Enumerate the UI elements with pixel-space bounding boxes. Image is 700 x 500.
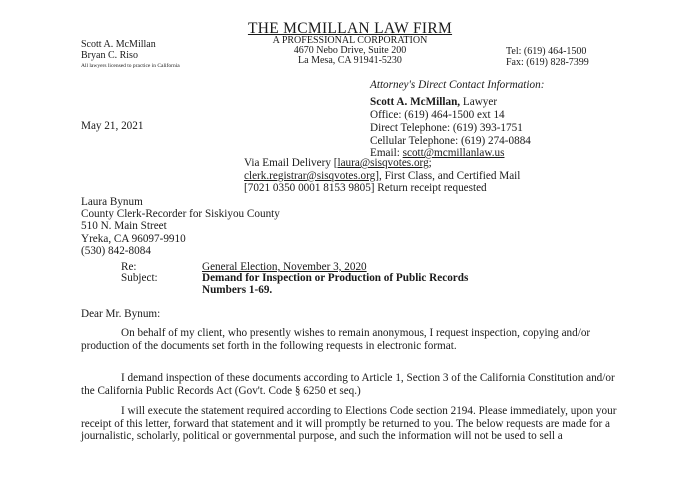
subject-line2: Numbers 1-69. <box>202 284 273 296</box>
body-paragraph: I demand inspection of these documents according to Article 1, Section 3 of the California Constitution and/or the California Public Records Act (Gov't. Code § 6250 et seq.) <box>81 372 615 397</box>
re-value: General Election, November 3, 2020 <box>202 261 367 273</box>
recipient-line: Laura Bynum <box>81 196 143 208</box>
email-label: Email: <box>370 147 403 159</box>
recipient-line: (530) 842-8084 <box>81 245 151 257</box>
delivery-line2: clerk.registrar@sisqvotes.org], First Class, and Certified Mail <box>244 170 521 182</box>
letter-date: May 21, 2021 <box>81 120 144 132</box>
subject-label: Subject: <box>121 272 158 284</box>
email-link[interactable]: scott@mcmillanlaw.us <box>402 147 505 159</box>
body-paragraph: I will execute the statement required according to Elections Code section 2194. Please immediately, upon your receipt of this letter, forward that statement and it will promptly be returned to you. The below requests are made for a journalistic, scholarly, political or governmental purpose, and such the information will not be used to sell a <box>81 405 617 443</box>
firm-fax: Fax: (619) 828-7399 <box>506 57 589 68</box>
firm-address-line1: 4670 Nebo Drive, Suite 200 <box>293 45 407 56</box>
contact-office: Office: (619) 464-1500 ext 14 <box>370 109 505 121</box>
lawyer-name: Bryan C. Riso <box>81 50 138 61</box>
contact-cell: Cellular Telephone: (619) 274-0884 <box>370 135 531 147</box>
license-note: All lawyers licensed to practice in California <box>81 63 180 69</box>
firm-subtitle: A PROFESSIONAL CORPORATION <box>272 35 428 46</box>
contact-direct: Direct Telephone: (619) 393-1751 <box>370 122 523 134</box>
firm-telephone: Tel: (619) 464-1500 <box>506 46 587 57</box>
firm-name: THE MCMILLAN LAW FIRM <box>247 20 453 37</box>
recipient-line: Yreka, CA 96097-9910 <box>81 233 186 245</box>
delivery-line3: [7021 0350 0001 8153 9805] Return receipt requested <box>244 182 487 194</box>
body-paragraph: On behalf of my client, who presently wishes to remain anonymous, I request inspection, copying and/or production of the documents set forth in the following requests in electronic format. <box>81 327 591 352</box>
recipient-line: 510 N. Main Street <box>81 220 167 232</box>
salutation: Dear Mr. Bynum: <box>81 308 161 320</box>
delivery-email-link[interactable]: clerk.registrar@sisqvotes.org <box>244 170 376 182</box>
contact-heading: Attorney's Direct Contact Information: <box>370 79 545 91</box>
recipient-line: County Clerk-Recorder for Siskiyou County <box>81 208 280 220</box>
firm-address-line2: La Mesa, CA 91941-5230 <box>298 55 402 66</box>
re-label: Re: <box>121 261 137 273</box>
subject-line1: Demand for Inspection or Production of Public Records <box>202 272 469 284</box>
delivery-line1: Via Email Delivery [laura@sisqvotes.org; <box>244 157 432 169</box>
contact-name-line <box>370 96 497 109</box>
delivery-email-link[interactable]: laura@sisqvotes.org <box>337 157 429 169</box>
lawyer-name: Scott A. McMillan <box>81 39 156 50</box>
attorney-title: Lawyer <box>460 96 498 108</box>
attorney-name: Scott A. McMillan, <box>370 96 461 108</box>
